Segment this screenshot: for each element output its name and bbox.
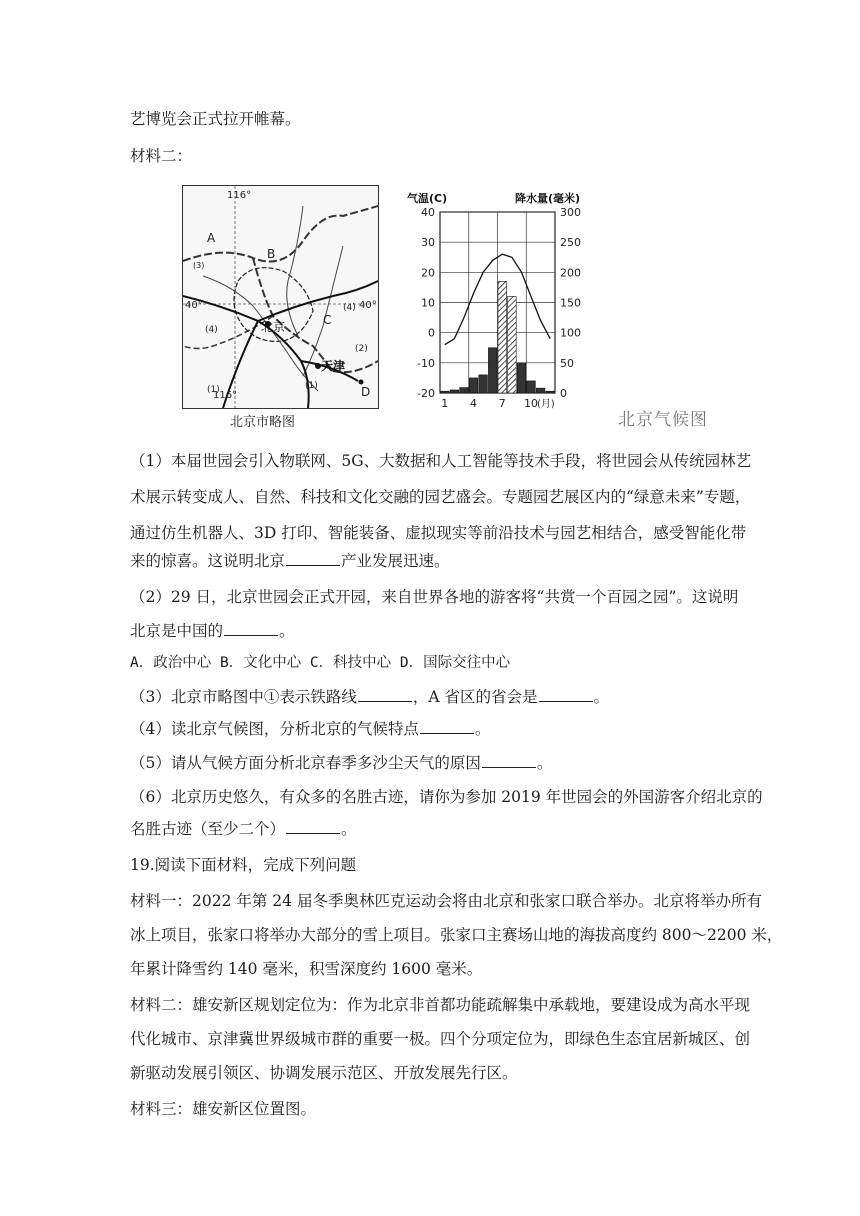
precip-bar [469, 378, 478, 393]
lat-label: 40° [359, 300, 377, 311]
temp-tick-label: 10 [421, 296, 435, 310]
railway-num-label: (1) [207, 385, 220, 395]
answer-blank[interactable] [539, 687, 593, 702]
question-1-line: 通过仿生机器人、3D 打印、智能装备、虚拟现实等前沿技术与园艺相结合，感受智能化带 [130, 524, 747, 542]
answer-blank[interactable] [286, 819, 340, 834]
precip-bar [460, 388, 469, 393]
question-4-line [130, 718, 490, 740]
region-b-label: B [267, 247, 276, 261]
precip-tick-label: 50 [560, 356, 574, 370]
question-text: 。 [474, 720, 491, 738]
precip-tick-label: 0 [560, 387, 567, 400]
temp-tick-label: 40 [421, 206, 435, 219]
question-19-title: 19.阅读下面材料，完成下列问题 [130, 856, 357, 874]
precip-bar [450, 390, 459, 393]
question-2-line: （2）29 日，北京世园会正式开园，来自世界各地的游客将“共赏一个百园之园”。这说明 [130, 588, 739, 606]
lon-label: 116° [227, 190, 252, 201]
precip-bar [488, 348, 497, 393]
question-text: 北京是中国的 [130, 622, 224, 640]
precip-tick-label: 250 [560, 236, 581, 250]
answer-blank[interactable] [286, 551, 340, 566]
question-text: 来的惊喜。这说明北京 [130, 552, 286, 570]
material-2-line: 新驱动发展引领区、协调发展示范区、开放发展先行区。 [130, 1064, 518, 1082]
question-text: ，A 省区的省会是 [412, 688, 538, 706]
month-tick-label: 4 [470, 397, 478, 410]
question-text: 。 [593, 688, 610, 706]
temp-tick-label: 30 [421, 236, 435, 250]
precip-bar [441, 391, 450, 393]
railway-num-label: (3) [193, 261, 205, 270]
beijing-label: 北京 [261, 320, 286, 334]
answer-blank[interactable] [482, 753, 536, 768]
question-6-line: （6）北京历史悠久，有众多的名胜古迹，请你为参加 2019 年世园会的外国游客介绍北京的 [130, 788, 763, 806]
material-2-line: 代化城市、京津冀世界级城市群的重要一极。四个分项定位为，即绿色生态宜居新城区、创 [130, 1030, 751, 1048]
question-text: （4）读北京气候图，分析北京的气候特点 [130, 720, 419, 738]
question-text: 。 [279, 622, 295, 640]
railway-num-label: (4) [343, 303, 356, 313]
answer-options: A．政治中心 B．文化中心 C．科技中心 D．国际交往中心 [130, 655, 511, 671]
precip-bar [536, 388, 545, 393]
material-3-line: 材料三：雄安新区位置图。 [130, 1100, 317, 1118]
lon-label: 116° [213, 390, 238, 401]
material-1-line: 材料一：2022 年第 24 届冬季奥林匹克运动会将由北京和张家口联合举办。北京将举办所有 [130, 892, 762, 910]
precip-bar [546, 391, 555, 393]
question-1-line: （1）本届世园会引入物联网、5G、大数据和人工智能等技术手段，将世园会从传统园林艺 [130, 452, 752, 470]
answer-blank[interactable] [358, 687, 412, 702]
railway-num-label: (1) [305, 381, 318, 391]
precip-bar [498, 281, 507, 393]
temp-tick-label: 0 [428, 326, 435, 340]
region-c-label: C [323, 313, 332, 327]
material-2-line: 材料二：雄安新区规划定位为：作为北京非首都功能疏解集中承载地，要建设成为高水平现 [130, 996, 751, 1014]
question-1-line: 术展示转变成人、自然、科技和文化交融的园艺盛会。专题园艺展区内的“绿意未来”专题， [130, 488, 751, 506]
map-caption: 北京市略图 [230, 415, 296, 430]
question-2-line [130, 620, 295, 642]
month-tick-label: 7 [498, 397, 506, 410]
tianjin-label: 天津 [321, 359, 346, 373]
material-1-line: 年累计降雪约 140 毫米，积雪深度约 1600 毫米。 [130, 960, 483, 978]
region-a-label: A [207, 231, 216, 245]
precip-tick-label: 300 [560, 206, 581, 219]
railway-num-label: (2) [355, 344, 368, 354]
temp-axis-title: 气温(C) [407, 192, 448, 205]
climate-chart [395, 188, 590, 413]
question-text: 。 [341, 820, 357, 838]
question-1-line [130, 550, 450, 572]
railway-num-label: (4) [205, 325, 218, 335]
month-axis-unit: (月) [537, 399, 555, 410]
precip-bar [508, 296, 517, 393]
question-text: 名胜古迹（至少二个） [130, 820, 286, 838]
question-6-line [130, 818, 357, 840]
temp-tick-label: -20 [417, 387, 435, 400]
precip-axis-title: 降水量(毫米) [515, 192, 581, 205]
question-text: 。 [536, 754, 553, 772]
precip-tick-label: 200 [560, 266, 581, 280]
question-3-line [130, 686, 609, 708]
temp-tick-label: -10 [417, 356, 435, 370]
question-5-line [130, 752, 552, 774]
region-d-label: D [361, 385, 371, 399]
question-text: （3）北京市略图中①表示铁路线 [130, 688, 357, 706]
month-tick-label: 1 [441, 397, 449, 410]
lat-label: 40° [185, 300, 203, 311]
temp-tick-label: 20 [421, 266, 435, 280]
precip-bar [479, 375, 488, 393]
question-text: （5）请从气候方面分析北京春季多沙尘天气的原因 [130, 754, 481, 772]
text-line: 艺博览会正式拉开帷幕。 [130, 110, 301, 128]
question-text: 产业发展迅速。 [341, 552, 450, 570]
material-1-line: 冰上项目，张家口将举办大部分的雪上项目。张家口主赛场山地的海拔高度约 800～2200 米， [130, 926, 783, 944]
beijing-map [182, 185, 379, 409]
precip-tick-label: 100 [560, 326, 581, 340]
precip-bar [517, 363, 526, 393]
answer-blank[interactable] [224, 621, 278, 636]
month-tick-label: 10 [524, 397, 539, 410]
material-label: 材料二： [130, 147, 193, 165]
precip-bar [527, 381, 536, 393]
precip-tick-label: 150 [560, 296, 581, 310]
answer-blank[interactable] [420, 719, 474, 734]
climate-caption: 北京气候图 [618, 410, 708, 430]
